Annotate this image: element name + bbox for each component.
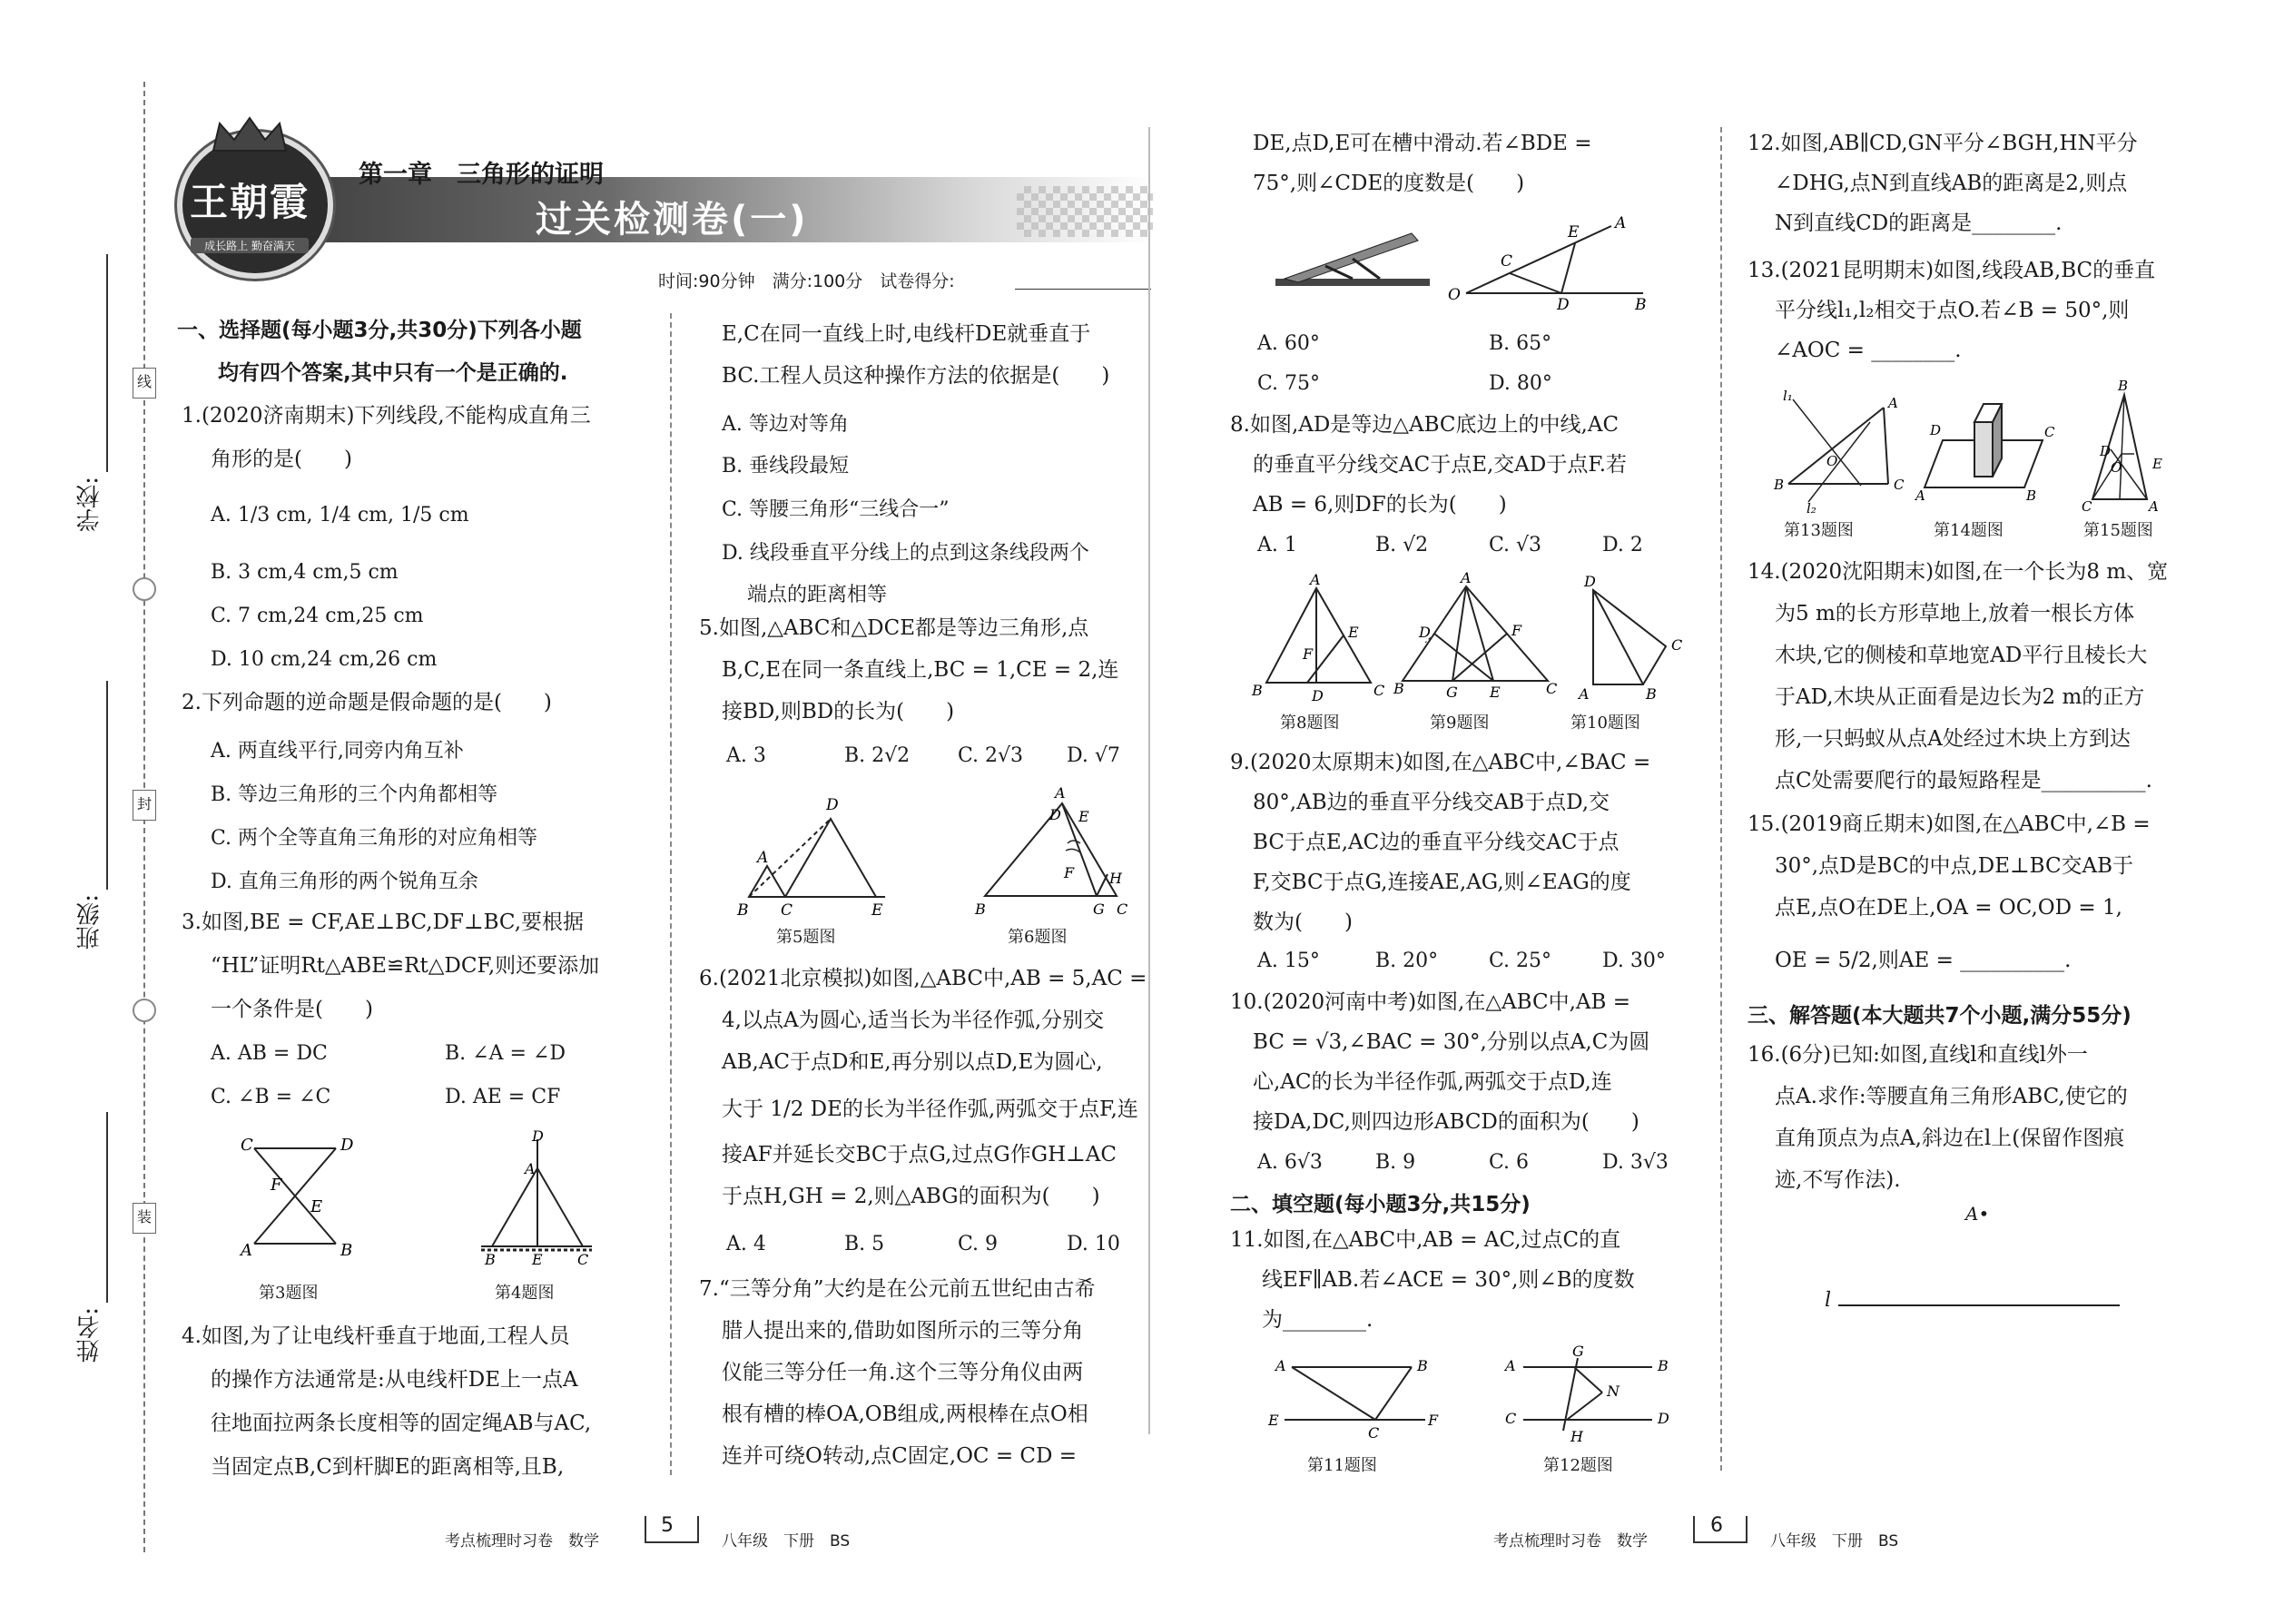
q10-option-a[interactable]: A. 6√3 — [1257, 1151, 1323, 1174]
svg-text:D: D — [1557, 296, 1570, 314]
svg-text:E: E — [1348, 624, 1359, 641]
q4-option-d[interactable]: D. 线段垂直平分线上的点到这条线段两个 — [722, 542, 1089, 565]
q4-option-b[interactable]: B. 垂线段最短 — [722, 455, 850, 477]
caption-q4: 第4题图 — [495, 1284, 555, 1303]
caption-q12: 第12题图 — [1543, 1456, 1613, 1475]
q6-option-a[interactable]: A. 4 — [726, 1233, 766, 1255]
q3-text: 3.如图,BE = CF,AE⊥BC,DF⊥BC,要根据 — [182, 910, 585, 934]
q16-text: 16.(6分)已知:如图,直线l和直线l外一 — [1748, 1043, 2088, 1067]
svg-text:C: C — [2082, 498, 2092, 515]
q1-text-2: 角形的是( ) — [211, 448, 352, 471]
column-divider-3 — [1720, 127, 1722, 1471]
q5-text-2: B,C,E在同一条直线上,BC = 1,CE = 2,连 — [722, 658, 1119, 682]
q3-text-3: 一个条件是( ) — [211, 998, 373, 1021]
q8-option-c[interactable]: C. √3 — [1489, 534, 1542, 556]
q14-text-6: 点C处需要爬行的最短路程是__________. — [1775, 769, 2152, 792]
caption-q9: 第9题图 — [1430, 714, 1490, 733]
q5-option-d[interactable]: D. √7 — [1067, 744, 1120, 767]
q13-text-3: ∠AOC = ________. — [1775, 339, 1962, 362]
q2-option-c[interactable]: C. 两个全等直角三角形的对应角相等 — [211, 827, 538, 850]
q10-option-c[interactable]: C. 6 — [1489, 1151, 1530, 1174]
svg-text:C: C — [1368, 1424, 1380, 1442]
svg-text:H: H — [1109, 870, 1122, 887]
q9-text: 9.(2020太原期末)如图,在△ABC中,∠BAC = — [1230, 751, 1651, 774]
caption-q8: 第8题图 — [1280, 714, 1340, 733]
svg-text:l₂: l₂ — [1807, 500, 1816, 517]
caption-q13: 第13题图 — [1784, 521, 1854, 540]
q1-option-d[interactable]: D. 10 cm,24 cm,26 cm — [211, 648, 438, 671]
svg-text:O: O — [2111, 459, 2122, 476]
figure-q8 — [1248, 572, 1384, 708]
q15-text-3: 点E,点O在DE上,OA = OC,OD = 1, — [1775, 896, 2122, 920]
q14-text-5: 形,一只蚂蚁从点A处经过木块上方到达 — [1775, 727, 2131, 751]
q6-text-5: 接AF并延长交BC于点G,过点G作GH⊥AC — [722, 1143, 1117, 1166]
q16-line-l — [1838, 1304, 2120, 1306]
q16-text-4: 迹,不写作法). — [1775, 1168, 1901, 1192]
q3-option-d[interactable]: D. AE = CF — [445, 1086, 561, 1108]
logo-text: 王朝霞 — [189, 180, 310, 224]
svg-text:A: A — [757, 849, 769, 867]
figure-q12 — [1498, 1342, 1670, 1451]
footer-left-grade: 八年级 下册 BS — [722, 1532, 851, 1550]
q14-text-2: 为5 m的长方形草地上,放着一根长方体 — [1775, 602, 2135, 625]
svg-text:B: B — [2026, 487, 2037, 504]
q9-text-4: F,交BC于点G,连接AE,AG,则∠EAG的度 — [1253, 871, 1631, 894]
crown-icon — [209, 116, 290, 153]
q5-text: 5.如图,△ABC和△DCE都是等边三角形,点 — [699, 616, 1089, 640]
q16-line-label: l — [1825, 1289, 1832, 1312]
q16-text-2: 点A.求作:等腰直角三角形ABC,使它的 — [1775, 1085, 2128, 1108]
footer-right-book: 考点梳理时习卷 数学 — [1493, 1532, 1648, 1550]
q4-text: 4.如图,为了让电线杆垂直于地面,工程人员 — [182, 1324, 570, 1348]
svg-text:B: B — [1646, 685, 1657, 703]
svg-text:B: B — [340, 1241, 353, 1260]
svg-text:A: A — [1055, 784, 1066, 802]
q2-text: 2.下列命题的逆命题是假命题的是( ) — [182, 691, 552, 714]
svg-text:E: E — [532, 1251, 543, 1268]
q14-text-3: 木块,它的侧棱和草地宽AD平行且棱长大 — [1775, 644, 2148, 667]
name-line[interactable] — [106, 1112, 108, 1303]
page-divider — [1148, 127, 1150, 1434]
svg-text:B: B — [1774, 477, 1785, 493]
q5-option-a[interactable]: A. 3 — [726, 744, 766, 767]
q16-point-a: A• — [1965, 1203, 1990, 1225]
footer-left-page: 5 — [661, 1514, 674, 1537]
svg-text:G: G — [1446, 684, 1458, 701]
q7-text: 7.“三等分角”大约是在公元前五世纪由古希 — [699, 1277, 1096, 1301]
q5-option-b[interactable]: B. 2√2 — [844, 744, 911, 767]
q1-text: 1.(2020济南期末)下列线段,不能构成直角三 — [182, 404, 591, 428]
q15-text: 15.(2019商丘期末)如图,在△ABC中,∠B = — [1748, 812, 2151, 836]
q8-option-d[interactable]: D. 2 — [1602, 534, 1643, 556]
q6-text: 6.(2021北京模拟)如图,△ABC中,AB = 5,AC = — [699, 967, 1147, 990]
margin-mark-seal: 封 — [133, 790, 156, 821]
q7-text-7: 75°,则∠CDE的度数是( ) — [1253, 172, 1525, 195]
svg-text:D: D — [532, 1127, 544, 1145]
header-checker — [1017, 186, 1153, 237]
q9-option-c[interactable]: C. 25° — [1489, 950, 1552, 972]
svg-text:E: E — [1078, 808, 1089, 825]
q10-text-3: 心,AC的长为半径作弧,两弧交于点D,连 — [1253, 1070, 1612, 1094]
q3-text-2: “HL”证明Rt△ABE≌Rt△DCF,则还要添加 — [211, 954, 600, 978]
svg-text:A: A — [1461, 569, 1472, 586]
svg-text:l₁: l₁ — [1783, 388, 1793, 404]
figure-q3 — [236, 1130, 381, 1266]
q8-option-b[interactable]: B. √2 — [1375, 534, 1429, 556]
svg-text:F: F — [271, 1176, 282, 1195]
figure-q4 — [472, 1127, 599, 1268]
q2-option-b[interactable]: B. 等边三角形的三个内角都相等 — [211, 783, 498, 806]
svg-text:A: A — [1275, 1357, 1286, 1374]
section2-heading: 二、填空题(每小题3分,共15分) — [1230, 1193, 1531, 1216]
svg-text:D: D — [1419, 624, 1431, 641]
svg-text:D: D — [1658, 1410, 1669, 1427]
svg-text:A: A — [1915, 487, 1925, 504]
margin-mark-line: 线 — [133, 368, 156, 399]
name-label: 姓名: — [76, 1307, 103, 1363]
caption-q11: 第11题图 — [1307, 1456, 1377, 1475]
svg-text:H: H — [1570, 1428, 1583, 1445]
svg-text:G: G — [1093, 901, 1105, 918]
figure-q13 — [1770, 386, 1915, 517]
svg-text:B: B — [1393, 680, 1404, 697]
q6-option-c[interactable]: C. 9 — [958, 1233, 999, 1255]
section1-heading-2: 均有四个答案,其中只有一个是正确的. — [218, 361, 568, 385]
svg-text:N: N — [1607, 1383, 1620, 1400]
q4-text-4: 当固定点B,C到杆脚E的距离相等,且B, — [211, 1455, 565, 1479]
svg-text:D: D — [1312, 687, 1324, 704]
figure-q11 — [1266, 1351, 1439, 1451]
q7-option-b[interactable]: B. 65° — [1489, 332, 1552, 355]
svg-text:F: F — [1303, 645, 1314, 663]
svg-text:G: G — [1572, 1343, 1584, 1360]
q9-option-a[interactable]: A. 15° — [1257, 950, 1320, 972]
q3-option-c[interactable]: C. ∠B = ∠C — [211, 1086, 331, 1108]
section1-heading: 一、选择题(每小题3分,共30分)下列各小题 — [177, 319, 582, 342]
score-blank[interactable] — [1015, 289, 1151, 290]
q9-option-b[interactable]: B. 20° — [1375, 950, 1439, 972]
svg-text:F: F — [1064, 864, 1075, 881]
caption-q6: 第6题图 — [1008, 928, 1068, 947]
figure-q7 — [1448, 213, 1657, 313]
q3-option-a[interactable]: A. AB = DC — [211, 1042, 328, 1065]
figure-q7-device — [1271, 222, 1434, 304]
svg-text:A: A — [241, 1241, 252, 1260]
q10-text: 10.(2020河南中考)如图,在△ABC中,AB = — [1230, 990, 1630, 1014]
svg-text:D: D — [1930, 422, 1942, 438]
svg-text:B: B — [1252, 682, 1263, 699]
caption-q10: 第10题图 — [1570, 714, 1640, 733]
svg-text:C: C — [1894, 477, 1905, 493]
section3-heading: 三、解答题(本大题共7个小题,满分55分) — [1748, 1004, 2132, 1028]
q7-option-a[interactable]: A. 60° — [1257, 332, 1320, 355]
svg-text:C: C — [1505, 1410, 1517, 1427]
svg-text:O: O — [1826, 453, 1838, 469]
svg-text:C: C — [577, 1251, 589, 1268]
svg-text:D: D — [1584, 573, 1596, 590]
q6-option-d[interactable]: D. 10 — [1067, 1233, 1120, 1255]
footer-left-book: 考点梳理时习卷 数学 — [445, 1532, 599, 1550]
q8-text-3: AB = 6,则DF的长为( ) — [1253, 493, 1507, 517]
q10-option-b[interactable]: B. 9 — [1375, 1151, 1416, 1174]
binding-hole-top — [133, 577, 156, 601]
svg-text:E: E — [1490, 684, 1501, 701]
svg-text:C: C — [1117, 901, 1128, 918]
svg-text:B: B — [737, 901, 749, 920]
q9-option-d[interactable]: D. 30° — [1602, 950, 1666, 972]
q7-text-4: 根有槽的棒OA,OB组成,两根棒在点O相 — [722, 1403, 1088, 1426]
footer-right-grade: 八年级 下册 BS — [1770, 1532, 1899, 1550]
svg-text:E: E — [871, 901, 883, 920]
svg-text:B: B — [975, 901, 986, 918]
svg-text:A: A — [2149, 498, 2159, 515]
q2-option-a[interactable]: A. 两直线平行,同旁内角互补 — [211, 740, 464, 763]
school-line[interactable] — [106, 254, 108, 472]
svg-text:A: A — [1579, 685, 1590, 703]
caption-q5: 第5题图 — [776, 928, 836, 947]
q10-text-4: 接DA,DC,则四边形ABCD的面积为( ) — [1253, 1110, 1639, 1134]
q7-text-2: 腊人提出来的,借助如图所示的三等分角 — [722, 1319, 1084, 1343]
svg-text:A: A — [525, 1160, 536, 1177]
q15-text-2: 30°,点D是BC的中点,DE⊥BC交AB于 — [1775, 854, 2134, 878]
q7-option-c[interactable]: C. 75° — [1257, 372, 1321, 395]
svg-text:D: D — [340, 1136, 354, 1155]
q5-option-c[interactable]: C. 2√3 — [958, 744, 1024, 767]
chapter-title: 第一章 三角形的证明 — [359, 161, 604, 189]
q13-text-2: 平分线l₁,l₂相交于点O.若∠B = 50°,则 — [1775, 299, 2130, 322]
figure-q6 — [971, 785, 1135, 921]
q8-text-2: 的垂直平分线交AC于点E,交AD于点F.若 — [1253, 453, 1628, 477]
q4-text-6: BC.工程人员这种操作方法的依据是( ) — [722, 364, 1110, 388]
q12-text-3: N到直线CD的距离是________. — [1775, 212, 2063, 235]
q8-text: 8.如图,AD是等边△ABC底边上的中线,AC — [1230, 413, 1620, 437]
q14-text-4: 于AD,木块从正面看是边长为2 m的正方 — [1775, 685, 2145, 709]
svg-text:E: E — [2152, 456, 2162, 472]
q7-option-d[interactable]: D. 80° — [1489, 372, 1552, 395]
caption-q15: 第15题图 — [2083, 521, 2153, 540]
q8-option-a[interactable]: A. 1 — [1257, 534, 1297, 556]
footer-right-page: 6 — [1710, 1514, 1723, 1537]
exam-info: 时间:90分钟 满分:100分 试卷得分: — [658, 271, 955, 291]
svg-text:A: A — [1888, 395, 1898, 411]
q12-text-2: ∠DHG,点N到直线AB的距离是2,则点 — [1775, 172, 2128, 195]
q4-text-5: E,C在同一直线上时,电线杆DE就垂直于 — [722, 322, 1091, 346]
q4-option-c[interactable]: C. 等腰三角形“三线合一” — [722, 498, 950, 521]
school-label: 学校: — [76, 477, 103, 532]
q4-text-2: 的操作方法通常是:从电线杆DE上一点A — [211, 1368, 578, 1392]
svg-text:A: A — [1505, 1357, 1516, 1374]
column-divider-1 — [670, 313, 672, 1475]
q1-option-b[interactable]: B. 3 cm,4 cm,5 cm — [211, 561, 399, 584]
svg-text:C: C — [1546, 680, 1558, 697]
figure-q14 — [1915, 386, 2055, 504]
svg-text:B: B — [1658, 1357, 1669, 1374]
caption-q14: 第14题图 — [1934, 521, 2004, 540]
q7-text-6: DE,点D,E可在槽中滑动.若∠BDE = — [1253, 132, 1592, 155]
svg-text:O: O — [1448, 286, 1461, 304]
q6-text-2: 4,以点A为圆心,适当长为半径作弧,分别交 — [722, 1009, 1105, 1032]
caption-q3: 第3题图 — [259, 1284, 319, 1303]
svg-text:A: A — [1310, 571, 1321, 588]
q9-text-3: BC于点E,AC边的垂直平分线交AC于点 — [1253, 831, 1620, 854]
q4-option-d-2: 端点的距离相等 — [747, 584, 888, 606]
q6-option-b[interactable]: B. 5 — [844, 1233, 885, 1255]
svg-text:B: B — [2118, 378, 2129, 394]
svg-text:D: D — [1049, 806, 1061, 823]
page-title: 过关检测卷(一) — [536, 199, 809, 241]
figure-q10 — [1566, 574, 1693, 701]
q11-text-2: 线EF∥AB.若∠ACE = 30°,则∠B的度数 — [1262, 1268, 1635, 1292]
q11-text: 11.如图,在△ABC中,AB = AC,过点C的直 — [1230, 1228, 1621, 1252]
svg-text:D: D — [2100, 443, 2112, 459]
svg-text:F: F — [1428, 1412, 1439, 1429]
svg-text:C: C — [781, 901, 793, 920]
q7-text-5: 连并可绕O转动,点C固定,OC = CD = — [722, 1444, 1078, 1468]
svg-text:C: C — [1373, 682, 1385, 699]
figure-q15 — [2074, 378, 2174, 515]
svg-text:E: E — [1268, 1412, 1279, 1429]
q6-text-4: 大于 1/2 DE的长为半径作弧,两弧交于点F,连 — [722, 1097, 1138, 1121]
q1-option-c[interactable]: C. 7 cm,24 cm,25 cm — [211, 605, 424, 627]
q12-text: 12.如图,AB∥CD,GN平分∠BGH,HN平分 — [1748, 132, 2138, 155]
q15-text-4: OE = 5/2,则AE = __________. — [1775, 949, 2072, 972]
q7-text-3: 仪能三等分任一角.这个三等分角仪由两 — [722, 1361, 1084, 1384]
logo-tagline: 成长路上 勤奋满天 — [191, 238, 309, 253]
svg-text:B: B — [1417, 1357, 1428, 1374]
q10-text-2: BC = √3,∠BAC = 30°,分别以点A,C为圆 — [1253, 1030, 1650, 1054]
q10-option-d[interactable]: D. 3√3 — [1602, 1151, 1669, 1174]
svg-text:E: E — [310, 1197, 323, 1216]
margin-mark-cut: 装 — [133, 1203, 156, 1234]
svg-text:B: B — [1635, 296, 1647, 314]
binding-hole-bottom — [133, 999, 156, 1022]
svg-text:E: E — [1568, 223, 1580, 241]
q9-text-5: 数为( ) — [1253, 910, 1353, 934]
svg-text:C: C — [241, 1136, 253, 1155]
q2-option-d[interactable]: D. 直角三角形的两个锐角互余 — [211, 871, 478, 893]
q1-option-a[interactable]: A. 1/3 cm, 1/4 cm, 1/5 cm — [211, 504, 469, 527]
q9-text-2: 80°,AB边的垂直平分线交AB于点D,交 — [1253, 791, 1610, 814]
svg-text:F: F — [1511, 622, 1522, 639]
figure-q5 — [735, 790, 899, 921]
q13-text: 13.(2021昆明期末)如图,线段AB,BC的垂直 — [1748, 259, 2156, 282]
q16-text-3: 直角顶点为点A,斜边在l上(保留作图痕 — [1775, 1127, 2125, 1150]
q3-option-b[interactable]: B. ∠A = ∠D — [445, 1042, 566, 1065]
q14-text: 14.(2020沈阳期末)如图,在一个长为8 m、宽 — [1748, 560, 2169, 584]
svg-text:C: C — [1501, 252, 1513, 271]
svg-text:C: C — [1671, 636, 1683, 654]
q4-text-3: 往地面拉两条长度相等的固定绳AB与AC, — [211, 1412, 592, 1435]
q5-text-3: 接BD,则BD的长为( ) — [722, 700, 955, 723]
q4-option-a[interactable]: A. 等边对等角 — [722, 413, 849, 436]
q6-text-3: AB,AC于点D和E,再分别以点D,E为圆心, — [722, 1050, 1103, 1074]
q11-text-3: 为________. — [1262, 1308, 1373, 1332]
class-label: 班级: — [76, 894, 103, 950]
svg-text:A: A — [1615, 214, 1627, 232]
svg-text:D: D — [826, 796, 839, 814]
q6-text-6: 于点H,GH = 2,则△ABG的面积为( ) — [722, 1185, 1100, 1208]
svg-text:B: B — [485, 1251, 496, 1268]
class-line[interactable] — [106, 681, 108, 890]
svg-text:C: C — [2044, 424, 2055, 440]
figure-q9 — [1393, 570, 1557, 706]
